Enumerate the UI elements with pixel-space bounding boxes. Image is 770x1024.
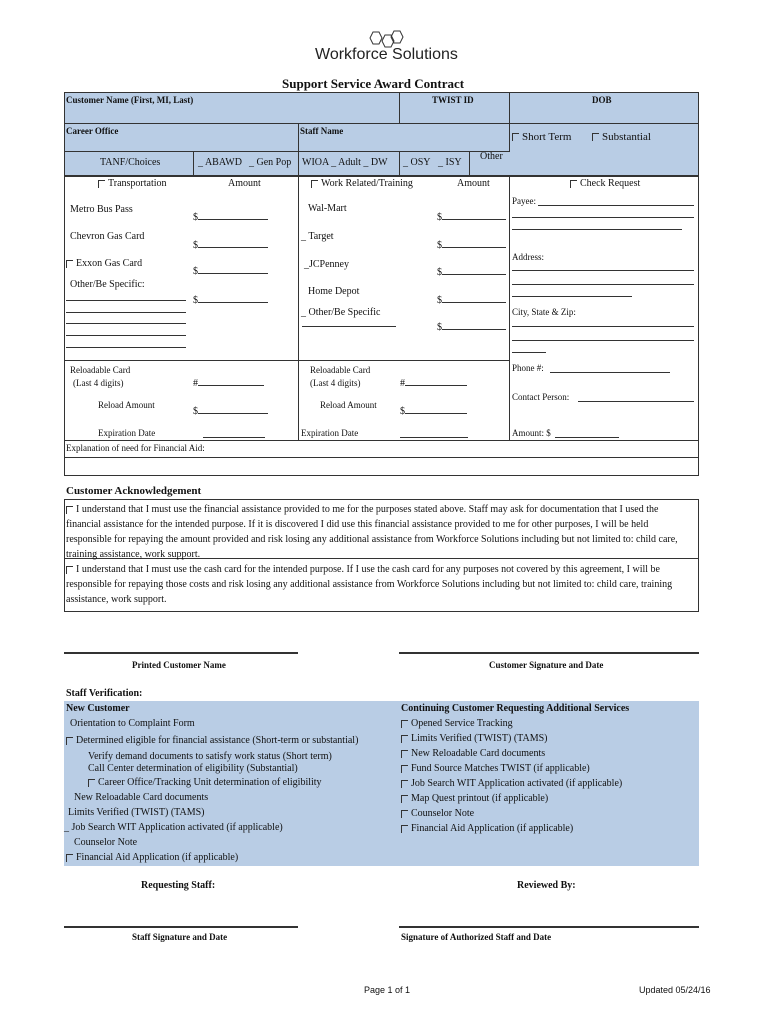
wioa-option[interactable]: WIOA _ Adult _ DW bbox=[302, 157, 388, 168]
city-field[interactable] bbox=[512, 352, 546, 353]
other-line[interactable] bbox=[66, 312, 186, 313]
other-line[interactable] bbox=[302, 326, 396, 327]
checkbox-icon[interactable] bbox=[401, 825, 408, 833]
twist-id-label: TWIST ID bbox=[432, 95, 474, 105]
city-state-zip-label: City, State & Zip: bbox=[512, 307, 576, 317]
amount-field[interactable]: $ bbox=[437, 267, 506, 278]
other-line[interactable] bbox=[66, 347, 186, 348]
gen-pop-option[interactable]: _ Gen Pop bbox=[249, 157, 292, 168]
cont-opened-service: Opened Service Tracking bbox=[401, 718, 513, 729]
checkbox-icon[interactable] bbox=[66, 566, 73, 574]
checkbox-icon[interactable] bbox=[401, 810, 408, 818]
customer-signature-line[interactable] bbox=[399, 652, 699, 654]
payee-field[interactable] bbox=[512, 217, 694, 218]
acknowledgement-p2: I understand that I must use the cash card for the intended purpose. If I use the cash card for any purposes not covered by this agreement, I will be responsible for repaying those costs and risk losing any additional assistance from Workforce Solutions including but not limited to: child care, training assistance, work support. bbox=[66, 564, 673, 605]
last4-label: (Last 4 digits) bbox=[73, 378, 124, 388]
address-label: Address: bbox=[512, 252, 544, 262]
checkbox-icon[interactable] bbox=[401, 750, 408, 758]
verify-demand-docs[interactable]: Verify demand documents to satisfy work status (Short term) bbox=[88, 751, 332, 762]
verify-limits[interactable]: Limits Verified (TWIST) (TAMS) bbox=[68, 807, 205, 818]
card-number-field[interactable]: # bbox=[193, 378, 264, 389]
reloadable-card-label: Reloadable Card bbox=[70, 365, 131, 375]
card-number-field[interactable]: # bbox=[400, 378, 467, 389]
check-amount-label: Amount: $ bbox=[512, 428, 551, 438]
expiration-field[interactable] bbox=[400, 437, 468, 438]
other-line[interactable] bbox=[66, 323, 186, 324]
short-term-checkbox[interactable] bbox=[512, 131, 571, 143]
home-depot-option[interactable]: Home Depot bbox=[308, 286, 360, 297]
other-line[interactable] bbox=[66, 300, 186, 301]
checkbox-icon[interactable] bbox=[401, 780, 408, 788]
cont-map-quest: Map Quest printout (if applicable) bbox=[401, 793, 548, 804]
amount-field[interactable]: $ bbox=[193, 212, 268, 223]
logo bbox=[315, 30, 475, 66]
reload-amount-label: Reload Amount bbox=[320, 400, 377, 410]
other-line[interactable] bbox=[66, 335, 186, 336]
city-field[interactable] bbox=[512, 340, 694, 341]
exxon-gas-card: Exxon Gas Card bbox=[66, 258, 142, 269]
cont-job-search: Job Search WIT Application activated (if applicable) bbox=[401, 778, 622, 789]
address-field[interactable] bbox=[512, 284, 694, 285]
checkbox-icon bbox=[98, 180, 105, 188]
reload-amount-label: Reload Amount bbox=[98, 400, 155, 410]
reviewed-by-label: Reviewed By: bbox=[517, 880, 576, 891]
staff-signature-line[interactable] bbox=[64, 926, 298, 928]
verify-eligible: Determined eligible for financial assistance (Short-term or substantial) bbox=[66, 735, 358, 746]
payee-field[interactable] bbox=[512, 229, 682, 230]
amount-field[interactable]: $ bbox=[437, 240, 506, 251]
other-label: Other bbox=[480, 151, 503, 162]
chevron-gas-card[interactable]: Chevron Gas Card bbox=[70, 231, 145, 242]
acknowledgement-p1: I understand that I must use the financial assistance provided to me for the purposes stated above. Staff may ask for documentation that I used the financial assistance for the intended purpose. If it is discovered I did use this financial assistance provided to me for other purposes, I will be held responsible for repaying the amount provided and risk losing any additional assistance from Workforce Solutions including but not limited to: child care, training assistance, work support. bbox=[66, 504, 678, 560]
metro-bus-pass[interactable]: Metro Bus Pass bbox=[70, 204, 133, 215]
printed-name-label: Printed Customer Name bbox=[132, 660, 226, 670]
checkbox-icon[interactable] bbox=[401, 795, 408, 803]
verify-call-center[interactable]: Call Center determination of eligibility (Substantial) bbox=[88, 763, 298, 774]
expiration-label: Expiration Date bbox=[98, 428, 156, 438]
checkbox-icon[interactable] bbox=[66, 506, 73, 514]
amount-field[interactable]: $ bbox=[193, 266, 268, 277]
address-field[interactable] bbox=[512, 296, 632, 297]
checkbox-icon bbox=[512, 133, 519, 141]
verify-counselor-note[interactable]: Counselor Note bbox=[74, 837, 138, 848]
work-related-header: Work Related/Training bbox=[311, 178, 413, 189]
reload-amount-field[interactable]: $ bbox=[193, 406, 268, 417]
amount-field[interactable]: $ bbox=[193, 295, 268, 306]
checkbox-icon bbox=[311, 180, 318, 188]
cont-financial-aid: Financial Aid Application (if applicable) bbox=[401, 823, 573, 834]
tanf-label: TANF/Choices bbox=[100, 157, 161, 168]
checkbox-icon bbox=[592, 133, 599, 141]
staff-name-label: Staff Name bbox=[300, 126, 344, 136]
authorized-signature-label: Signature of Authorized Staff and Date bbox=[401, 932, 552, 942]
check-request-header: Check Request bbox=[570, 178, 640, 189]
customer-signature-label: Customer Signature and Date bbox=[489, 660, 604, 670]
payee-field[interactable] bbox=[538, 205, 694, 206]
abawd-option[interactable]: _ ABAWD bbox=[198, 157, 242, 168]
page-number: Page 1 of 1 bbox=[364, 985, 411, 995]
cont-fund-source: Fund Source Matches TWIST (if applicable) bbox=[401, 763, 590, 774]
cont-limits: Limits Verified (TWIST) (TAMS) bbox=[401, 733, 548, 744]
explanation-label: Explanation of need for Financial Aid: bbox=[66, 443, 205, 453]
substantial-checkbox[interactable] bbox=[592, 131, 651, 143]
checkbox-icon[interactable] bbox=[66, 854, 73, 862]
transport-amount-header: Amount bbox=[228, 178, 261, 189]
amount-field[interactable]: $ bbox=[193, 240, 268, 251]
city-field[interactable] bbox=[512, 326, 694, 327]
career-office-label: Career Office bbox=[66, 126, 119, 136]
page-title: Support Service Award Contract bbox=[282, 76, 465, 91]
checkbox-icon bbox=[570, 180, 577, 188]
osy-option[interactable]: _ OSY bbox=[403, 157, 431, 168]
amount-field[interactable]: $ bbox=[437, 322, 506, 333]
contact-field[interactable] bbox=[578, 401, 694, 402]
authorized-signature-line[interactable] bbox=[399, 926, 699, 928]
checkbox-icon[interactable] bbox=[401, 735, 408, 743]
expiration-label: Expiration Date bbox=[301, 428, 359, 438]
amount-field[interactable]: $ bbox=[437, 295, 506, 306]
logo-text: Workforce Solutions bbox=[315, 46, 458, 63]
verify-orientation[interactable]: Orientation to Complaint Form bbox=[70, 718, 195, 729]
dob-label: DOB bbox=[592, 95, 612, 105]
reload-amount-field[interactable]: $ bbox=[400, 406, 467, 417]
cont-new-reloadable: New Reloadable Card documents bbox=[401, 748, 545, 759]
jcpenney-option[interactable]: _JCPenney bbox=[304, 259, 349, 270]
substantial-label: Substantial bbox=[602, 131, 651, 143]
new-customer-title: New Customer bbox=[66, 703, 130, 714]
isy-option[interactable]: _ ISY bbox=[438, 157, 462, 168]
verify-new-reloadable[interactable]: New Reloadable Card documents bbox=[74, 792, 209, 803]
payee-label: Payee: bbox=[512, 196, 536, 206]
reloadable-card-label: Reloadable Card bbox=[310, 365, 371, 375]
phone-label: Phone #: bbox=[512, 363, 544, 373]
short-term-label: Short Term bbox=[522, 131, 572, 143]
staff-verification-title: Staff Verification: bbox=[66, 688, 143, 699]
verify-job-search[interactable]: _ Job Search WIT Application activated (if applicable) bbox=[64, 822, 283, 833]
acknowledgement-title: Customer Acknowledgement bbox=[66, 485, 202, 497]
checkbox-icon[interactable] bbox=[66, 737, 73, 745]
verify-career-office: Career Office/Tracking Unit determination of eligibility bbox=[88, 777, 322, 788]
verify-financial-aid: Financial Aid Application (if applicable) bbox=[66, 852, 238, 863]
expiration-field[interactable] bbox=[203, 437, 265, 438]
cont-counselor-note: Counselor Note bbox=[401, 808, 474, 819]
check-amount-field[interactable] bbox=[555, 437, 619, 438]
checkbox-icon bbox=[66, 260, 73, 268]
continuing-customer-title: Continuing Customer Requesting Additional Services bbox=[401, 703, 630, 714]
explanation-field[interactable] bbox=[66, 459, 696, 474]
updated-date: Updated 05/24/16 bbox=[639, 985, 711, 995]
phone-field[interactable] bbox=[550, 372, 670, 373]
transportation-header: Transportation bbox=[98, 178, 167, 189]
checkbox-icon[interactable] bbox=[88, 779, 95, 787]
printed-name-line[interactable] bbox=[64, 652, 298, 654]
walmart-option[interactable]: Wal-Mart bbox=[308, 203, 347, 214]
checkbox-icon[interactable] bbox=[401, 765, 408, 773]
requesting-staff-label: Requesting Staff: bbox=[141, 880, 216, 891]
transport-other[interactable]: Other/Be Specific: bbox=[70, 279, 145, 290]
work-amount-header: Amount bbox=[457, 178, 490, 189]
target-option[interactable]: _ Target bbox=[301, 231, 334, 242]
last4-label: (Last 4 digits) bbox=[310, 378, 361, 388]
address-field[interactable] bbox=[512, 270, 694, 271]
amount-field[interactable]: $ bbox=[437, 212, 506, 223]
contact-person-label: Contact Person: bbox=[512, 392, 570, 402]
checkbox-icon[interactable] bbox=[401, 720, 408, 728]
work-other-option[interactable]: _ Other/Be Specific bbox=[301, 307, 381, 318]
customer-name-label: Customer Name (First, MI, Last) bbox=[66, 95, 194, 105]
staff-signature-label: Staff Signature and Date bbox=[132, 932, 228, 942]
